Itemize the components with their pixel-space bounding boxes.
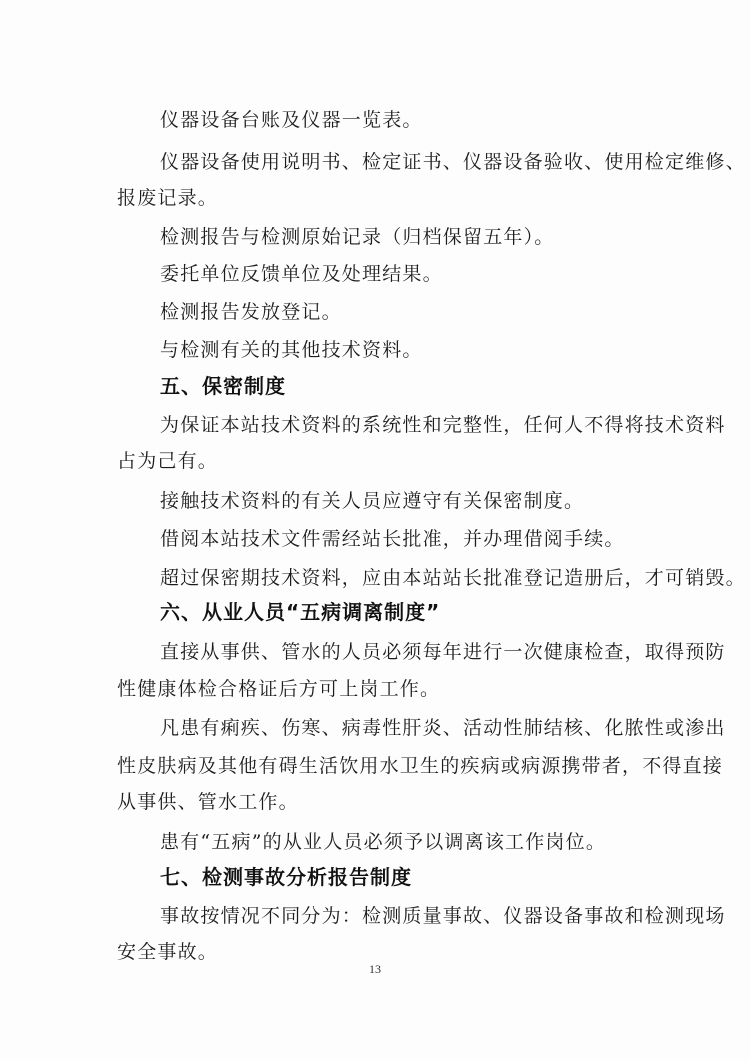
paragraph-line: 事故按情况不同分为：检测质量事故、仪器设备事故和检测现场: [160, 905, 726, 927]
paragraph-line: 直接从事供、管水的人员必须每年进行一次健康检查，取得预防: [160, 641, 726, 663]
paragraph-line: 借阅本站技术文件需经站长批准，并办理借阅手续。: [160, 528, 625, 550]
record-item: 仪器设备使用说明书、检定证书、仪器设备验收、使用检定维修、: [160, 151, 746, 173]
paragraph-line: 占为己有。: [117, 450, 219, 472]
record-item: 委托单位反馈单位及处理结果。: [160, 263, 443, 285]
paragraph-line: 患有“五病”的从业人员必须予以调离该工作岗位。: [160, 831, 607, 853]
section-heading-five-diseases: 六、从业人员“五病调离制度”: [160, 600, 441, 624]
paragraph-line: 为保证本站技术资料的系统性和完整性，任何人不得将技术资料: [160, 414, 726, 436]
paragraph-line: 超过保密期技术资料，应由本站站长批准登记造册后，才可销毁。: [160, 567, 746, 589]
paragraph-line: 安全事故。: [117, 941, 219, 963]
paragraph-line: 性皮肤病及其他有碍生活饮用水卫生的疾病或病源携带者，不得直接: [117, 755, 724, 777]
paragraph-line: 从事供、管水工作。: [117, 791, 299, 813]
record-item: 报废记录。: [117, 187, 219, 209]
paragraph-line: 接触技术资料的有关人员应遵守有关保密制度。: [160, 490, 585, 512]
paragraph-line: 凡患有痢疾、伤寒、病毒性肝炎、活动性肺结核、化脓性或渗出: [160, 717, 726, 739]
record-item: 与检测有关的其他技术资料。: [160, 339, 423, 361]
section-heading-accident-report: 七、检测事故分析报告制度: [160, 865, 412, 889]
page-number: 13: [369, 962, 381, 976]
paragraph-line: 性健康体检合格证后方可上岗工作。: [117, 678, 441, 700]
section-heading-confidentiality: 五、保密制度: [160, 374, 286, 398]
record-item: 检测报告与检测原始记录（归档保留五年）。: [160, 226, 555, 248]
record-item: 仪器设备台账及仪器一览表。: [160, 109, 423, 131]
record-item: 检测报告发放登记。: [160, 301, 342, 323]
